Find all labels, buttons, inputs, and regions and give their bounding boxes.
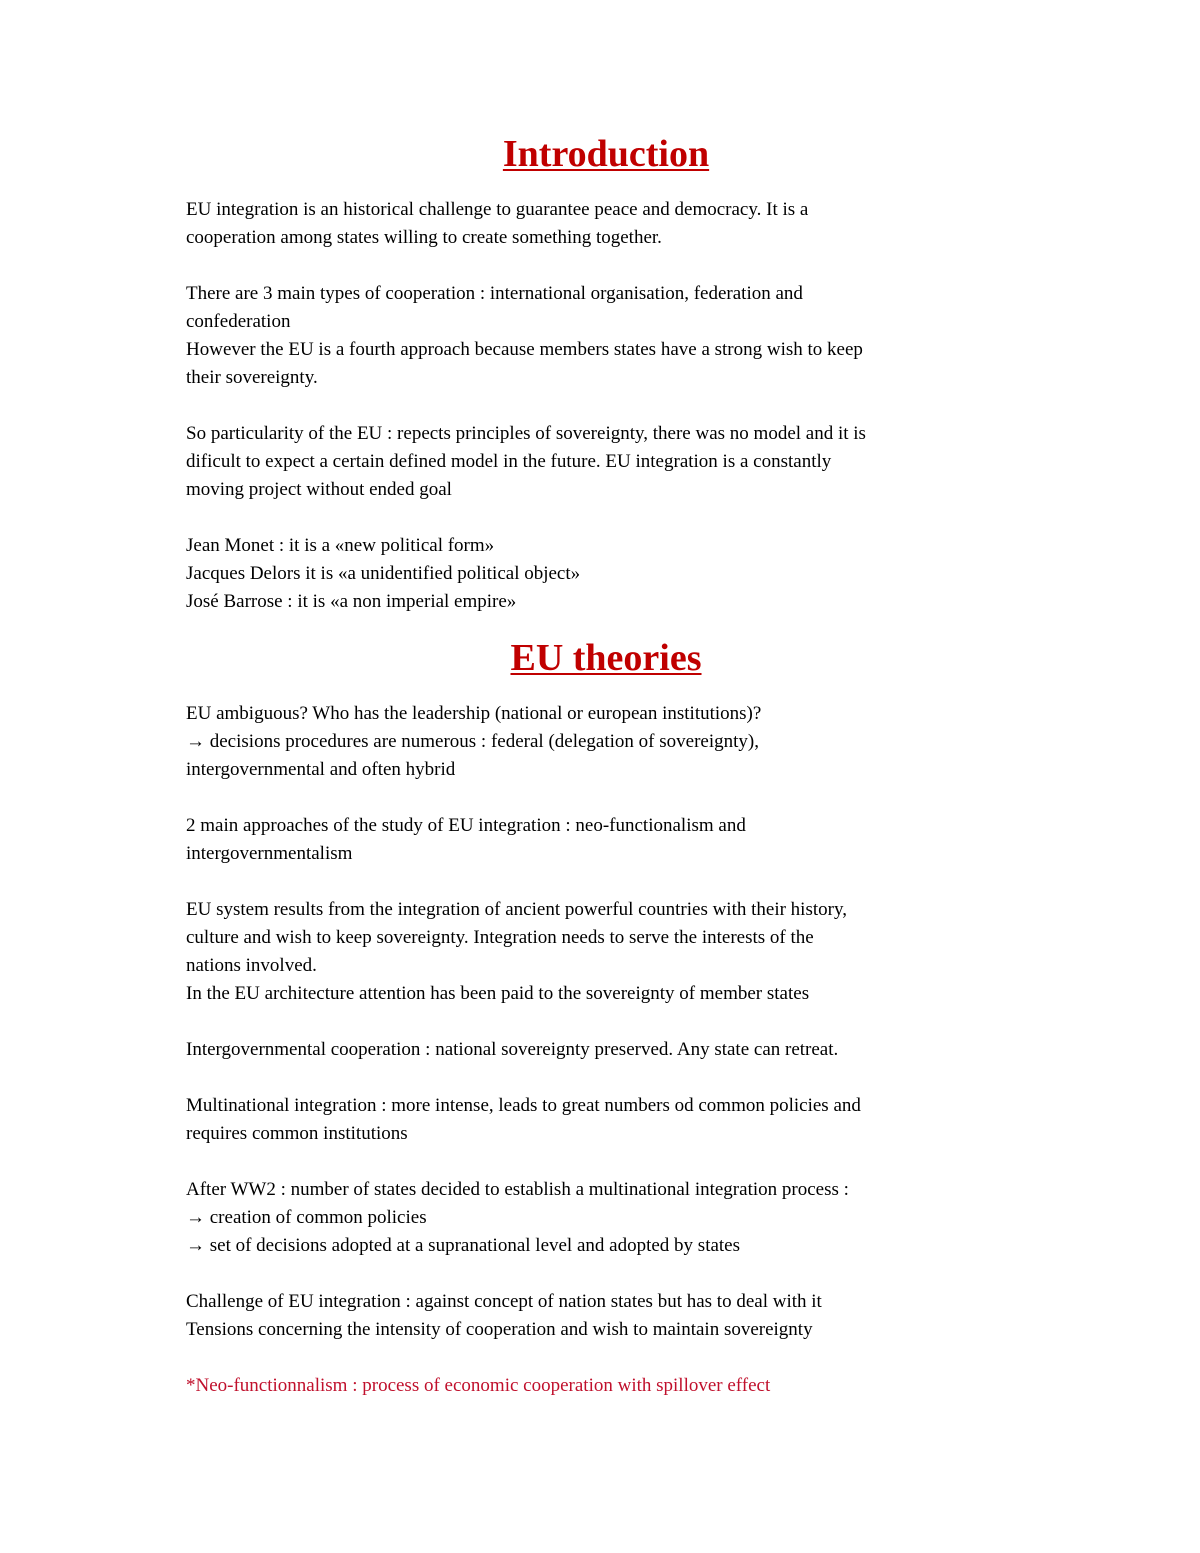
- spacer: [186, 1260, 1026, 1288]
- quote-line: Jean Monet : it is a «new political form»: [186, 535, 495, 556]
- theories-paragraph-5: [186, 1092, 1026, 1148]
- text-line: EU integration is an historical challenge to guarantee peace and democracy. It is a: [186, 199, 809, 220]
- intro-paragraph-1: [186, 196, 1026, 252]
- quote-line: José Barrose : it is «a non imperial empire»: [186, 591, 517, 612]
- highlighted-text-line: *Neo-functionnalism : process of economic cooperation with spillover effect: [186, 1375, 771, 1396]
- spacer: [186, 868, 1026, 896]
- text-line: Tensions concerning the intensity of cooperation and wish to maintain sovereignty: [186, 1319, 813, 1340]
- theories-paragraph-7: [186, 1288, 1026, 1344]
- spacer: [186, 1064, 1026, 1092]
- text-line: intergovernmental and often hybrid: [186, 759, 456, 780]
- text-line: Challenge of EU integration : against concept of nation states but has to deal with it: [186, 1291, 822, 1312]
- text-line: There are 3 main types of cooperation : international organisation, federation and: [186, 283, 803, 304]
- theories-paragraph-2: [186, 812, 1026, 868]
- introduction-heading: Introduction: [502, 133, 710, 175]
- quote-line: Jacques Delors it is «a unidentified political object»: [186, 563, 581, 584]
- neo-functionalism-note: [186, 1372, 1026, 1400]
- text-line: dificult to expect a certain defined model in the future. EU integration is a constantly: [186, 451, 832, 472]
- text-line: However the EU is a fourth approach because members states have a strong wish to keep: [186, 339, 863, 360]
- document-page: [186, 133, 1026, 1400]
- text-line: 2 main approaches of the study of EU integration : neo-functionalism and: [186, 815, 746, 836]
- text-line: Multinational integration : more intense, leads to great numbers od common policies and: [186, 1095, 861, 1116]
- text-line: → creation of common policies: [186, 1207, 427, 1228]
- text-line: moving project without ended goal: [186, 479, 452, 500]
- spacer: [186, 1344, 1026, 1372]
- spacer: [186, 252, 1026, 280]
- text-line: intergovernmentalism: [186, 843, 353, 864]
- text-line: culture and wish to keep sovereignty. Integration needs to serve the interests of the: [186, 927, 814, 948]
- theories-paragraph-1: [186, 700, 1026, 784]
- intro-paragraph-2: [186, 280, 1026, 392]
- text-line: requires common institutions: [186, 1123, 408, 1144]
- text-line: EU ambiguous? Who has the leadership (national or european institutions)?: [186, 703, 762, 724]
- spacer: [186, 392, 1026, 420]
- text-line: → set of decisions adopted at a supranational level and adopted by states: [186, 1235, 741, 1256]
- spacer: [186, 1008, 1026, 1036]
- text-line: cooperation among states willing to create something together.: [186, 227, 662, 248]
- text-line: → decisions procedures are numerous : federal (delegation of sovereignty),: [186, 731, 759, 752]
- theories-paragraph-6: [186, 1176, 1026, 1260]
- text-line: In the EU architecture attention has been paid to the sovereignty of member states: [186, 983, 810, 1004]
- spacer: [186, 1148, 1026, 1176]
- text-line: their sovereignty.: [186, 367, 318, 388]
- text-line: Intergovernmental cooperation : national sovereignty preserved. Any state can retreat.: [186, 1039, 839, 1060]
- spacer: [186, 504, 1026, 532]
- theories-paragraph-4: [186, 1036, 1026, 1064]
- intro-paragraph-3: [186, 420, 1026, 504]
- theories-paragraph-3: [186, 896, 1026, 1008]
- text-line: nations involved.: [186, 955, 317, 976]
- spacer: [186, 784, 1026, 812]
- text-line: So particularity of the EU : repects principles of sovereignty, there was no model and it is: [186, 423, 866, 444]
- eu-theories-heading: EU theories: [510, 637, 702, 679]
- text-line: EU system results from the integration of ancient powerful countries with their history,: [186, 899, 847, 920]
- text-line: After WW2 : number of states decided to establish a multinational integration process :: [186, 1179, 849, 1200]
- text-line: confederation: [186, 311, 291, 332]
- intro-quotes: [186, 532, 1026, 616]
